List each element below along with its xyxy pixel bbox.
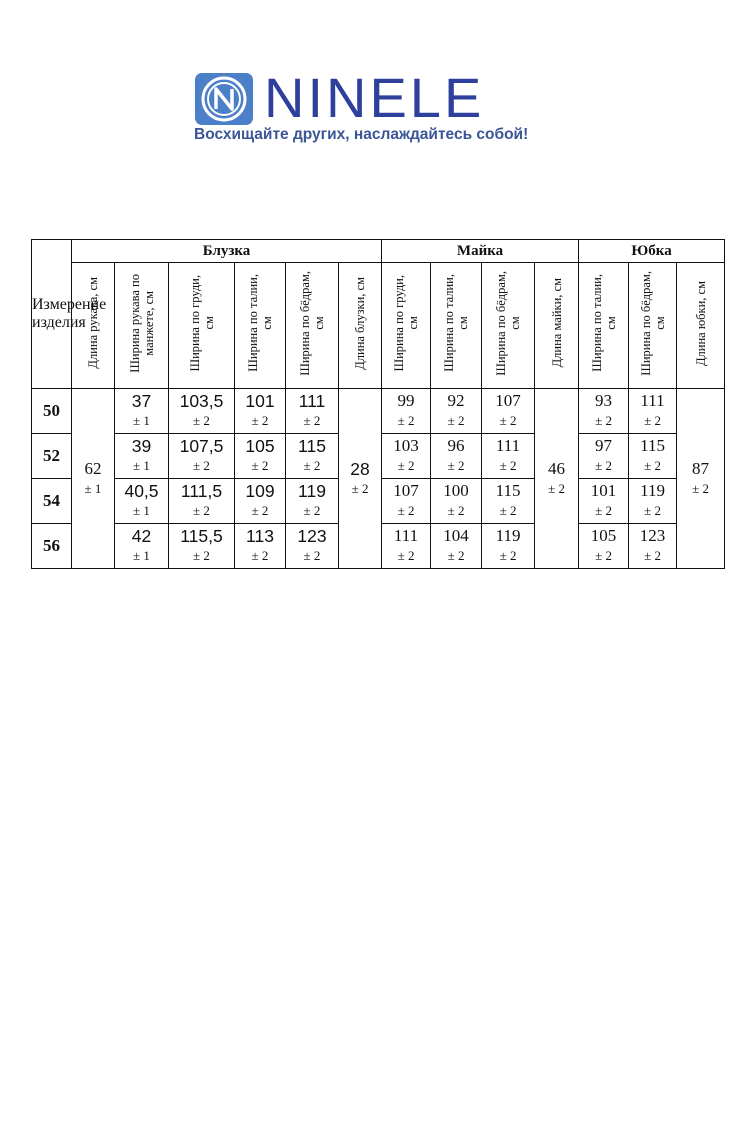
col-header: Ширина по груди, см bbox=[382, 263, 431, 389]
value-cell: 111 ± 2 bbox=[629, 389, 677, 434]
col-header: Ширина по талии, см bbox=[579, 263, 629, 389]
value-cell: 105 ± 2 bbox=[579, 524, 629, 569]
merged-value-cell: 87 ± 2 bbox=[677, 389, 725, 569]
value-cell: 97 ± 2 bbox=[579, 434, 629, 479]
col-header: Длина блузки, см bbox=[339, 263, 382, 389]
value-cell: 42 ± 1 bbox=[115, 524, 169, 569]
brand-name: NINELE bbox=[264, 66, 485, 129]
value-cell: 96 ± 2 bbox=[431, 434, 482, 479]
col-header: Ширина рукава по манжете, см bbox=[115, 263, 169, 389]
value-cell: 115 ± 2 bbox=[482, 479, 535, 524]
size-label: 52 bbox=[32, 434, 72, 479]
merged-value-cell: 62 ± 1 bbox=[72, 389, 115, 569]
ninele-logo-icon bbox=[194, 72, 254, 126]
value-cell: 123 ± 2 bbox=[629, 524, 677, 569]
col-header: Ширина по бёдрам, см bbox=[286, 263, 339, 389]
value-cell: 107,5 ± 2 bbox=[169, 434, 235, 479]
value-cell: 100 ± 2 bbox=[431, 479, 482, 524]
value-cell: 101 ± 2 bbox=[579, 479, 629, 524]
merged-value-cell: 46 ± 2 bbox=[535, 389, 579, 569]
value-cell: 111 ± 2 bbox=[382, 524, 431, 569]
col-header: Длина майки, см bbox=[535, 263, 579, 389]
size-label: 56 bbox=[32, 524, 72, 569]
value-cell: 111 ± 2 bbox=[482, 434, 535, 479]
merged-value-cell: 28 ± 2 bbox=[339, 389, 382, 569]
value-cell: 109 ± 2 bbox=[235, 479, 286, 524]
value-cell: 115 ± 2 bbox=[629, 434, 677, 479]
value-cell: 111,5 ± 2 bbox=[169, 479, 235, 524]
value-cell: 107 ± 2 bbox=[482, 389, 535, 434]
value-cell: 93 ± 2 bbox=[579, 389, 629, 434]
value-cell: 119 ± 2 bbox=[482, 524, 535, 569]
value-cell: 123 ± 2 bbox=[286, 524, 339, 569]
col-header: Ширина по талии, см bbox=[235, 263, 286, 389]
value-cell: 111 ± 2 bbox=[286, 389, 339, 434]
col-header: Ширина по груди, см bbox=[169, 263, 235, 389]
value-cell: 115 ± 2 bbox=[286, 434, 339, 479]
col-header: Ширина по бёдрам, см bbox=[482, 263, 535, 389]
size-label: 50 bbox=[32, 389, 72, 434]
value-cell: 105 ± 2 bbox=[235, 434, 286, 479]
value-cell: 119 ± 2 bbox=[629, 479, 677, 524]
group-header-skirt: Юбка bbox=[579, 240, 725, 263]
value-cell: 115,5 ± 2 bbox=[169, 524, 235, 569]
value-cell: 119 ± 2 bbox=[286, 479, 339, 524]
group-header-blouse: Блузка bbox=[72, 240, 382, 263]
value-cell: 103 ± 2 bbox=[382, 434, 431, 479]
col-header: Ширина по бёдрам, см bbox=[629, 263, 677, 389]
value-cell: 103,5 ± 2 bbox=[169, 389, 235, 434]
value-cell: 107 ± 2 bbox=[382, 479, 431, 524]
group-header-tank: Майка bbox=[382, 240, 579, 263]
value-cell: 101 ± 2 bbox=[235, 389, 286, 434]
value-cell: 99 ± 2 bbox=[382, 389, 431, 434]
col-header: Длина юбки, см bbox=[677, 263, 725, 389]
value-cell: 37 ± 1 bbox=[115, 389, 169, 434]
value-cell: 40,5 ± 1 bbox=[115, 479, 169, 524]
table-row bbox=[32, 389, 725, 434]
col-header: Длина рукава, см bbox=[72, 263, 115, 389]
col-header: Ширина по талии, см bbox=[431, 263, 482, 389]
corner-label: Измерение изделия bbox=[32, 296, 107, 331]
size-chart-table bbox=[31, 239, 725, 569]
value-cell: 104 ± 2 bbox=[431, 524, 482, 569]
size-label: 54 bbox=[32, 479, 72, 524]
brand-logo bbox=[194, 68, 564, 158]
value-cell: 92 ± 2 bbox=[431, 389, 482, 434]
brand-slogan: Восхищайте других, наслаждайтесь собой! bbox=[194, 126, 529, 143]
value-cell: 39 ± 1 bbox=[115, 434, 169, 479]
value-cell: 113 ± 2 bbox=[235, 524, 286, 569]
